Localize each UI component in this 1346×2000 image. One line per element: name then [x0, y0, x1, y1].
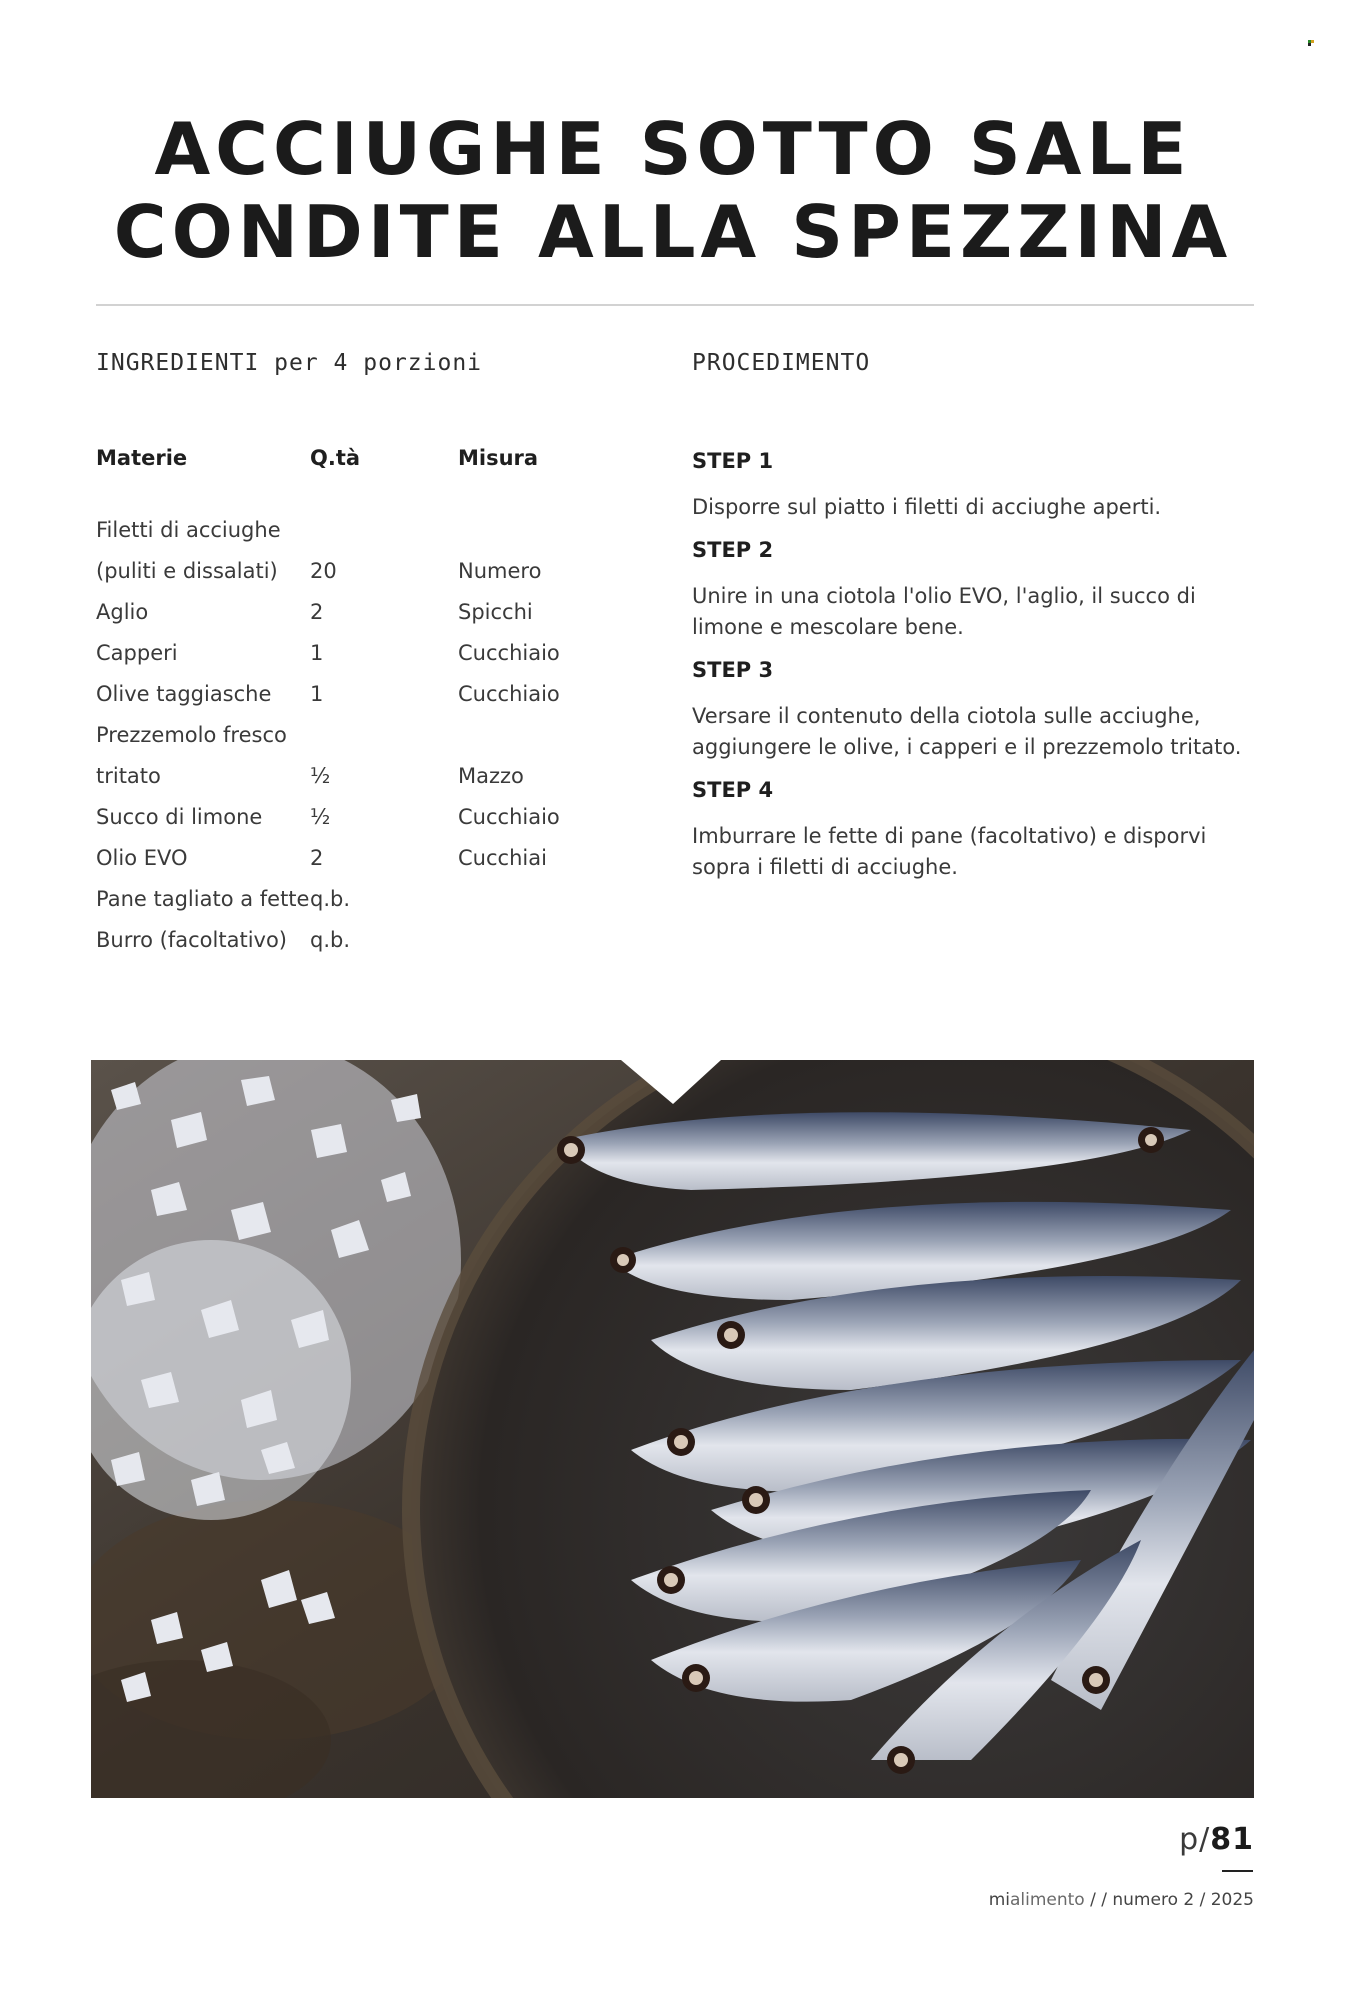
procedure-steps	[692, 446, 1252, 895]
column-header-name: Materie	[96, 446, 188, 470]
ingredient-name: Pane tagliato a fette	[96, 887, 310, 911]
ingredient-unit: Spicchi	[458, 600, 533, 624]
ingredient-name: Prezzemolo fresco	[96, 723, 287, 747]
ingredient-row	[96, 887, 616, 927]
ingredient-unit: Numero	[458, 559, 542, 583]
footer-issue: / / numero 2 / 2025	[1084, 1890, 1254, 1910]
ingredient-row	[96, 846, 616, 886]
ingredient-name: Burro (facoltativo)	[96, 928, 287, 952]
footer-brand-rest: alimento	[1009, 1890, 1085, 1910]
step-text: Versare il contenuto della ciotola sulle acciughe, aggiungere le olive, i capperi e il prezzemolo tritato.	[692, 704, 1242, 759]
step-title: STEP 1	[692, 449, 774, 473]
title-divider	[96, 304, 1254, 306]
ingredient-qty: q.b.	[310, 928, 351, 952]
step-title: STEP 4	[692, 778, 774, 802]
footer-brand-prefix: mi	[988, 1890, 1010, 1910]
step-text: Unire in una ciotola l'olio EVO, l'aglio, il succo di limone e mescolare bene.	[692, 584, 1196, 639]
ingredient-qty: 20	[310, 559, 337, 583]
ingredient-qty: 2	[310, 846, 324, 870]
column-header-qty: Q.tà	[310, 446, 361, 470]
page-number-prefix: p/	[1179, 1822, 1211, 1857]
ingredient-unit: Cucchiai	[458, 846, 547, 870]
ingredients-heading: INGREDIENTI per 4 porzioni	[96, 350, 483, 376]
ingredient-name: Capperi	[96, 641, 178, 665]
step-text: Imburrare le fette di pane (facoltativo) e disporvi sopra i filetti di acciughe.	[692, 824, 1207, 879]
step-text: Disporre sul piatto i filetti di acciughe aperti.	[692, 495, 1162, 519]
ingredient-unit: Cucchiaio	[458, 682, 560, 706]
ingredient-qty: q.b.	[310, 887, 351, 911]
ingredient-qty: ½	[310, 805, 331, 829]
page-number	[1179, 1822, 1254, 1857]
procedure-heading: PROCEDIMENTO	[692, 350, 871, 376]
recipe-title	[0, 108, 1346, 274]
page-number-value: 81	[1210, 1822, 1254, 1857]
ingredient-name: Filetti di acciughe	[96, 518, 281, 542]
ingredient-unit: Cucchiaio	[458, 641, 560, 665]
ingredient-name: Olio EVO	[96, 846, 188, 870]
ingredient-unit: Mazzo	[458, 764, 524, 788]
ingredient-qty: 2	[310, 600, 324, 624]
anchovies-photo	[91, 1060, 1254, 1798]
ingredient-row	[96, 600, 616, 640]
page-number-underline	[1222, 1870, 1253, 1872]
ingredient-row	[96, 518, 616, 558]
ingredient-row	[96, 723, 616, 763]
ingredient-row	[96, 682, 616, 722]
ingredient-name: Olive taggiasche	[96, 682, 272, 706]
ingredient-qty: 1	[310, 682, 324, 706]
column-header-unit: Misura	[458, 446, 539, 470]
ingredient-qty: ½	[310, 764, 331, 788]
recipe-title-line-1: ACCIUGHE SOTTO SALE	[154, 107, 1192, 191]
ingredient-row	[96, 764, 616, 804]
ingredient-qty: 1	[310, 641, 324, 665]
ingredient-row	[96, 805, 616, 845]
step-title: STEP 3	[692, 658, 774, 682]
recipe-title-line-2: CONDITE ALLA SPEZZINA	[113, 190, 1233, 274]
ingredient-row	[96, 928, 616, 968]
corner-color-mark	[1308, 40, 1314, 46]
ingredient-name: Succo di limone	[96, 805, 263, 829]
ingredient-unit: Cucchiaio	[458, 805, 560, 829]
ingredient-row	[96, 559, 616, 599]
ingredient-row	[96, 641, 616, 681]
footer-credit	[989, 1890, 1254, 1910]
ingredient-name: (puliti e dissalati)	[96, 559, 278, 583]
ingredient-name: tritato	[96, 764, 161, 788]
step-title: STEP 2	[692, 538, 774, 562]
ingredient-name: Aglio	[96, 600, 149, 624]
